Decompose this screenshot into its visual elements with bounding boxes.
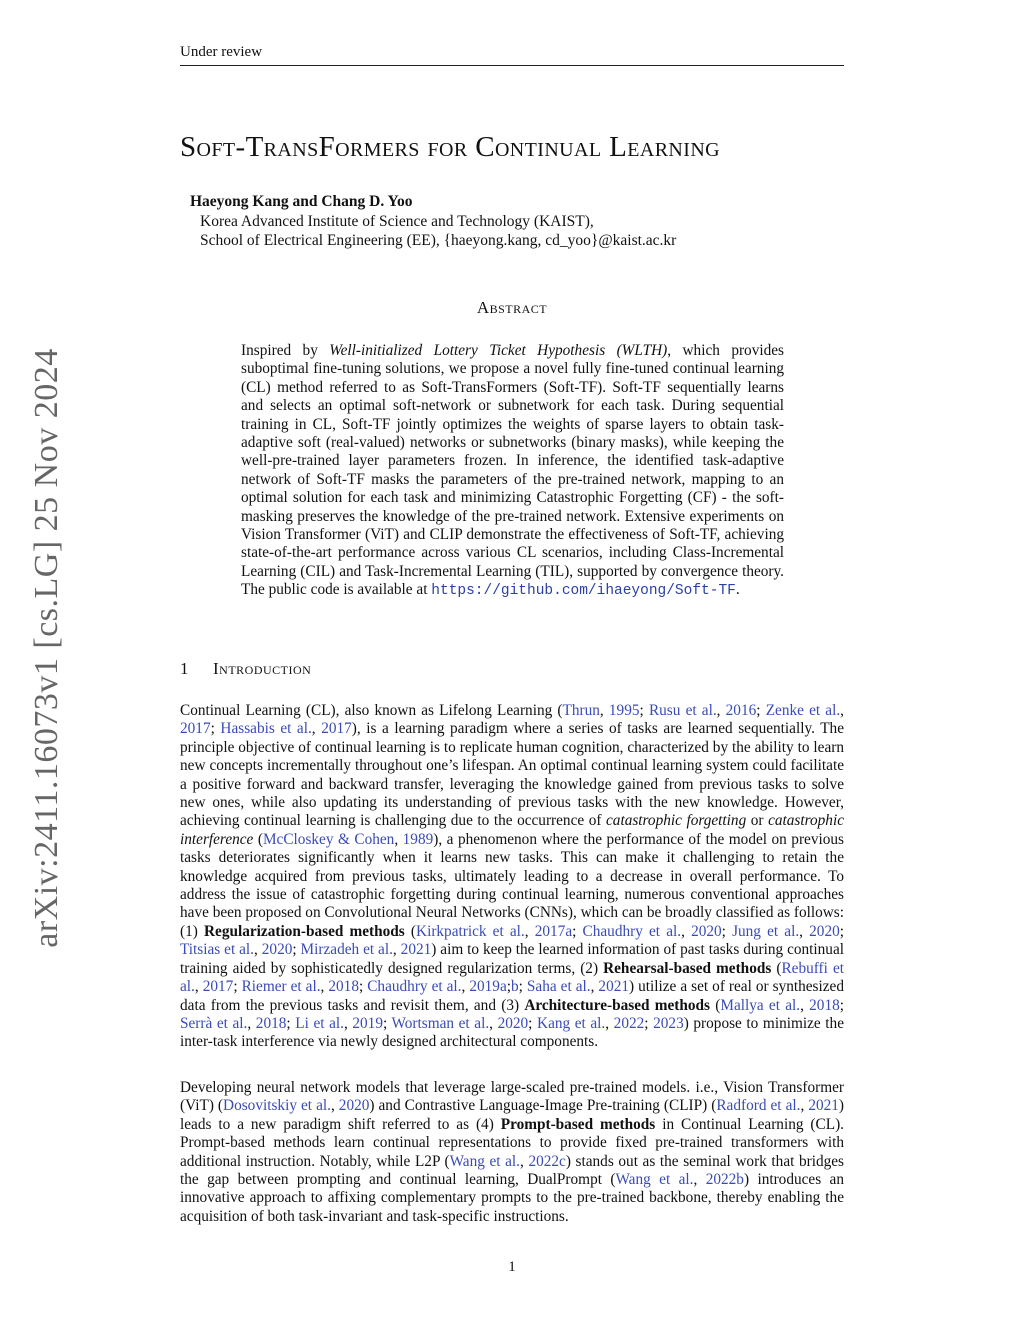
body-text: ), a phenomenon where the performance of the model on previous tasks deteriorates significantly when it learns new tasks. This can make it challenging to retain the knowledge acquired from previous tasks, ultimately leading to a decrease in overall performance. To address the issue of catastrophic forgetting during continual learning, numerous conventional approaches have been proposed on Convolutional Neural Networks (CNNs), which can be broadly classified as follows: (1) (180, 830, 844, 940)
body-text: Continual Learning (CL), also known as Lifelong Learning ( (180, 702, 563, 719)
body-text: , (394, 830, 403, 848)
body-text: , (799, 922, 810, 940)
body-text: ) aim to keep the learned information of past tasks during continual training aided by sophisticatedly designed regularization terms, (2) (180, 941, 844, 977)
citation-link[interactable]: Rebuffi et al. (180, 959, 844, 996)
citation-link[interactable]: 2021 (808, 1097, 839, 1115)
citation-link[interactable]: Riemer et al. (241, 978, 321, 996)
body-text: ( (710, 996, 721, 1014)
body-text: , (311, 720, 322, 738)
header-rule (180, 65, 844, 66)
citation-link[interactable]: Serrà et al. (180, 1014, 248, 1032)
bold-term: Architecture-based methods (524, 996, 710, 1014)
citation-link[interactable]: 2020 (809, 922, 840, 940)
citation-link[interactable]: Kirkpatrick et al. (416, 922, 525, 940)
citation-link[interactable]: Wortsman et al. (391, 1014, 490, 1032)
citation-link[interactable]: Wang et al. (449, 1152, 521, 1170)
body-text: , (800, 1097, 809, 1115)
citation-link[interactable]: Rusu et al. (648, 702, 717, 719)
citation-link[interactable]: Thrun (562, 702, 600, 719)
arxiv-sidebar-stamp: arXiv:2411.16073v1 [cs.LG] 25 Nov 2024 (28, 348, 65, 948)
citation-link[interactable]: Wang et al. (615, 1171, 694, 1189)
citation-link[interactable]: 2021 (400, 941, 432, 959)
citation-link[interactable]: McCloskey & Cohen (262, 830, 395, 848)
citation-link[interactable]: 1995 (608, 702, 640, 719)
citation-link[interactable]: Jung et al. (732, 922, 800, 940)
body-text: ) stands out as the seminal work that bridges the gap between prompting and continual learning, DualPrompt ( (180, 1152, 844, 1189)
body-text: ; (639, 702, 649, 719)
introduction-paragraph-2 (180, 1079, 844, 1226)
body-text: , (392, 941, 401, 959)
citation-link[interactable]: 2022c (528, 1152, 566, 1170)
citation-link[interactable]: 2023 (653, 1014, 684, 1032)
author-affiliation (200, 212, 676, 250)
abstract-text: . (735, 581, 740, 599)
body-text: , (254, 941, 262, 959)
body-text: ; (210, 720, 221, 738)
citation-link[interactable]: Kang et al. (537, 1014, 606, 1032)
body-text: ; (518, 978, 527, 996)
body-text: ; (528, 1014, 538, 1032)
bold-term: Prompt-based methods (500, 1115, 656, 1133)
body-text: ) and Contrastive Language-Image Pre-training (CLIP) ( (369, 1097, 717, 1115)
body-text: ; (572, 922, 583, 940)
body-text: Developing neural network models that leverage large-scaled pre-trained models. i.e., Vision Transformer (ViT) ( (180, 1079, 844, 1115)
body-text: , (693, 1171, 706, 1189)
citation-link[interactable]: Dosovitskiy et al. (223, 1097, 331, 1115)
body-text: , (343, 1014, 353, 1032)
citation-link[interactable]: Saha et al. (526, 978, 591, 996)
citation-link[interactable]: Titsias et al. (180, 941, 255, 959)
body-text: ; (721, 922, 733, 940)
body-text: , (520, 1152, 529, 1170)
citation-link[interactable]: Chaudhry et al. (367, 978, 462, 996)
citation-link[interactable]: 2018 (809, 996, 840, 1014)
body-text: ( (771, 959, 782, 977)
body-text: ) introduces an innovative approach to affixing complementary prompts to the pre-trained backbone, thereby enabling the acquisition of both task-invariant and task-specific instructions. (180, 1171, 844, 1225)
running-header: Under review (180, 44, 263, 60)
body-text: ; (839, 922, 844, 940)
body-text: ; (756, 702, 766, 719)
abstract-body (241, 342, 784, 601)
body-text: ; (839, 996, 844, 1014)
citation-link[interactable]: 2022b (705, 1171, 744, 1189)
body-text: ( (253, 830, 263, 848)
citation-link[interactable]: 2016 (725, 702, 757, 719)
citation-link[interactable]: Hassabis et al. (220, 720, 312, 738)
citation-link[interactable]: Li et al. (295, 1014, 344, 1032)
citation-link[interactable]: 2018 (255, 1014, 287, 1032)
body-text: , (194, 978, 203, 996)
citation-link[interactable]: 2020 (497, 1014, 529, 1032)
citation-link[interactable]: 2020 (338, 1097, 370, 1115)
body-text: ) leads to a new paradigm shift referred to as (4) (180, 1097, 845, 1133)
body-text: ( (404, 922, 417, 940)
body-text: , (605, 1014, 614, 1032)
citation-link[interactable]: 2022 (613, 1014, 645, 1032)
abstract-text: , which provides suboptimal fine-tuning solutions, we propose a novel fully fine-tuned continual learning (CL) method referred to as Soft-TransFormers (Soft-TF). Soft-TF sequentially learns and selects an optimal soft-network or subnetwork for each task. During sequential training in CL, Soft-TF jointly optimizes the weights of sparse layers to obtain task-adaptive soft (real-valued) networks or subnetworks (binary masks), while keeping the well-pre-trained layer parameters frozen. In inference, the identified task-adaptive network of Soft-TF masks the parameters of the pre-trained network, mapping to an optimal solution for each task and minimizing Catastrophic Forgetting (CF) - the soft-masking preserves the knowledge of the pre-trained network. Extensive experiments on Vision Transformer (ViT) and CLIP demonstrate the effectiveness of Soft-TF, achieving state-of-the-art performance across various CL scenarios, including Class-Incremental Learning (CIL) and Task-Incremental Learning (TIL), supported by convergence theory. The public code is available at (241, 342, 784, 599)
body-text: , (320, 978, 329, 996)
body-text: , (330, 1097, 339, 1115)
body-text: ; (358, 978, 368, 996)
body-text: or (746, 812, 769, 830)
citation-link[interactable]: 2018 (328, 978, 359, 996)
abstract-emphasis: Well-initialized Lottery Ticket Hypothesis (WLTH) (329, 342, 668, 359)
body-text: , (840, 702, 844, 719)
citation-link[interactable]: b (510, 978, 519, 996)
citation-link[interactable]: 2017 (202, 978, 234, 996)
body-text: ) utilize a set of real or synthesized data from the previous tasks and revisit them, and (3) (180, 978, 844, 1014)
body-text: ), is a learning paradigm where a series of tasks are learned sequentially. The principle objective of continual learning is to replicate human cognition, characterized by the ability to learn new concepts incrementally throughout one’s lifespan. An optimal continual learning system could facilitate a positive forward and backward transfer, leveraging the knowledge gained from previous tasks to solve new ones, while also updating its understanding of previous tasks with the new knowledge. However, achieving continual learning is challenging due to the occurrence of (180, 720, 844, 830)
citation-link[interactable]: 2017a (534, 922, 573, 940)
body-text: , (599, 702, 609, 719)
body-text: ) propose to minimize the inter-task interference via newly designed architectural components. (180, 1014, 844, 1051)
citation-link[interactable]: 2017 (180, 720, 211, 738)
introduction-paragraph-1 (180, 702, 844, 1052)
affiliation-line-2: School of Electrical Engineering (EE), {haeyong.kang, cd_yoo}@kaist.ac.kr (200, 232, 677, 249)
citation-link[interactable]: 2020 (261, 941, 293, 959)
code-url-link[interactable]: https://github.com/ihaeyong/Soft-TF (431, 583, 736, 600)
citation-link[interactable]: Radford et al. (716, 1097, 801, 1115)
section-heading-introduction (180, 659, 311, 679)
body-text: ; (286, 1014, 296, 1032)
body-text: ; (292, 941, 301, 959)
bold-term: Rehearsal-based methods (603, 959, 772, 977)
citation-link[interactable]: 2019 (352, 1014, 383, 1032)
citation-link[interactable]: Mirzadeh et al. (300, 941, 393, 959)
italic-term: catastrophic forgetting (606, 812, 747, 830)
body-text: , (461, 978, 470, 996)
citation-link[interactable]: Chaudhry et al. (582, 922, 682, 940)
abstract-text: Inspired by (241, 342, 330, 359)
body-text: ; (644, 1014, 654, 1032)
citation-link[interactable]: Mallya et al. (720, 996, 801, 1014)
citation-link[interactable]: 2020 (691, 922, 722, 940)
body-text: , (489, 1014, 498, 1032)
paper-title: Soft-TransFormers for Continual Learning (180, 131, 721, 163)
body-text: in Continual Learning (CL). Prompt-based methods learn continual representations to provide fixed pre-trained transformers with additional instruction. Notably, while L2P ( (180, 1115, 844, 1170)
body-text: , (590, 978, 599, 996)
abstract-heading: Abstract (476, 298, 548, 317)
bold-term: Regularization-based methods (204, 922, 405, 940)
citation-link[interactable]: 2021 (598, 978, 630, 996)
body-text: ; (382, 1014, 392, 1032)
citation-link[interactable]: Zenke et al. (765, 702, 841, 719)
body-text: ; (233, 978, 242, 996)
paper-authors: Haeyong Kang and Chang D. Yoo (190, 193, 413, 210)
section-title: Introduction (213, 659, 312, 678)
body-text: , (716, 702, 726, 719)
body-text: ; (506, 978, 511, 996)
body-text: , (247, 1014, 256, 1032)
italic-term: catastrophic interference (180, 812, 844, 848)
page-number: 1 (508, 1259, 516, 1275)
citation-link[interactable]: 1989 (402, 830, 434, 848)
affiliation-line-1: Korea Advanced Institute of Science and Technology (KAIST), (200, 213, 594, 230)
section-number: 1 (180, 659, 189, 678)
body-text: , (800, 996, 810, 1014)
body-text: , (524, 922, 535, 940)
citation-link[interactable]: 2019a (469, 978, 507, 996)
citation-link[interactable]: 2017 (321, 720, 352, 738)
body-text: , (681, 922, 692, 940)
